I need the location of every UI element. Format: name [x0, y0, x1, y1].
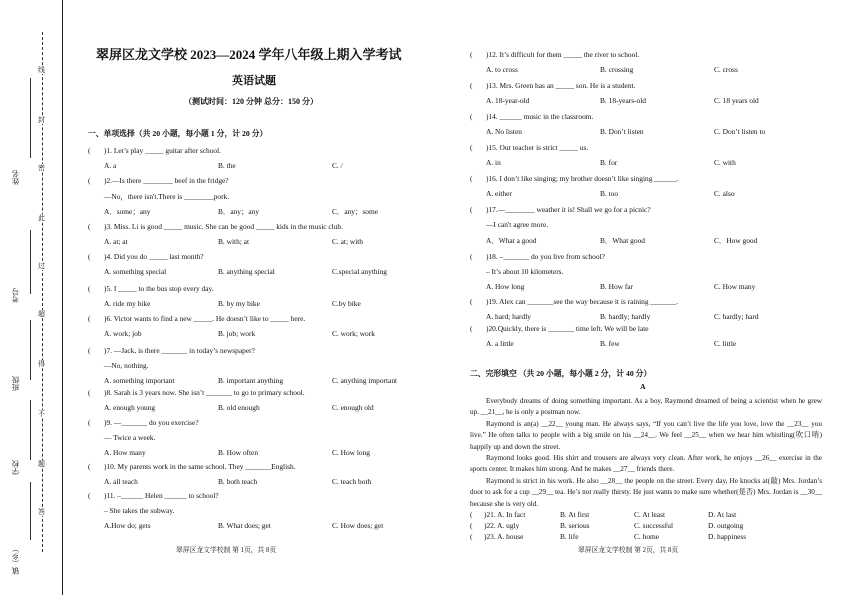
option-a: A.How do; gets — [104, 521, 151, 530]
cloze-option-c: C. At least — [634, 510, 665, 519]
option-b: B. both teach — [218, 477, 258, 486]
option-a: A. No listen — [486, 127, 522, 136]
answer-paren[interactable]: ( — [470, 521, 473, 530]
exam-number-label: 考号 — [11, 288, 20, 303]
option-b: B．What good — [600, 236, 645, 245]
option-a: A. at; at — [104, 237, 128, 246]
footer-left: 翠屏区龙文学校制 第 1页，共 8页 — [176, 547, 277, 554]
question-stem: )2.—Is there ________ beef in the fridge? — [104, 176, 229, 185]
cloze-option-a: )23. A. house — [484, 532, 524, 541]
question-dialogue: — Twice a week. — [104, 433, 156, 442]
option-c: C. Don’t listen to — [714, 127, 766, 136]
class-label: 班级 — [11, 376, 20, 391]
exam-title: 翠屏区龙文学校 2023—2024 学年八年级上期入学考试 — [96, 47, 402, 62]
option-a: A. a — [104, 161, 117, 170]
cut-char: 密 — [38, 164, 45, 172]
town-line — [30, 482, 31, 540]
cut-char: 线 — [38, 66, 45, 74]
cut-line — [42, 32, 43, 552]
question-stem: )11. –______ Helen ______ to school? — [104, 491, 219, 500]
option-c: C．How good — [714, 236, 758, 245]
option-b: B. How far — [600, 282, 634, 291]
exam-subtitle: 英语试题 — [232, 75, 276, 87]
answer-paren[interactable]: ( — [88, 252, 91, 261]
option-b: B. too — [600, 189, 619, 198]
option-c: C. work; work — [332, 329, 375, 338]
answer-paren[interactable]: ( — [470, 324, 473, 333]
question-stem: )7. —Jack, is there _______ in today’s newspaper? — [104, 346, 255, 355]
option-c: C. How many — [714, 282, 756, 291]
cut-char: 此 — [38, 214, 45, 222]
question-dialogue: – She takes the subway. — [104, 506, 175, 515]
option-b: B. Don’t listen — [600, 127, 644, 136]
question-stem: )10. My parents work in the same school. They _______English. — [104, 462, 296, 471]
passage-paragraph: Raymond is an(a) __22__ young man. He always says, “If you can’t live the life you love, love the __23__ you live.” He often talks to people with a big smile on his __24__. We feel __25__ when we hear him whistling(吹口哨) happily up and down the street. — [470, 420, 822, 451]
option-c: C.special anything — [332, 267, 388, 276]
cloze-option-b: B. serious — [560, 521, 590, 530]
option-c: C. hardly; hard — [714, 312, 759, 321]
question-stem: )6. Victor wants to find a new _____. He doesn’t like to _____ here. — [104, 314, 306, 323]
answer-paren[interactable]: ( — [88, 284, 91, 293]
option-a: A. something important — [104, 376, 175, 385]
option-b: B. important anything — [218, 376, 284, 385]
option-a: A．some；any — [104, 207, 151, 216]
answer-paren[interactable]: ( — [88, 462, 91, 471]
name-line — [30, 78, 31, 158]
option-a: A. in — [486, 158, 501, 167]
number-line — [30, 230, 31, 294]
answer-paren[interactable]: ( — [470, 50, 473, 59]
question-stem: )9. —_______ do you exercise? — [104, 418, 199, 427]
question-stem: )3. Miss. Li is good _____ music. She can be good _____ kids in the music club. — [104, 222, 343, 231]
answer-paren[interactable]: ( — [470, 532, 473, 541]
option-c: C. How long — [332, 448, 370, 457]
answer-paren[interactable]: ( — [470, 81, 473, 90]
question-stem: )4. Did you do _____ last month? — [104, 252, 204, 261]
option-c: C.by bike — [332, 299, 361, 308]
option-b: B. with; at — [218, 237, 249, 246]
option-b: B. What does; get — [218, 521, 271, 530]
answer-paren[interactable]: ( — [470, 297, 473, 306]
question-stem: )12. It’s difficult for them _____ the river to school. — [486, 50, 640, 59]
option-b: B. How often — [218, 448, 259, 457]
answer-paren[interactable]: ( — [88, 222, 91, 231]
question-stem: )17.—________ weather it is! Shall we go for a picnic? — [486, 205, 651, 214]
option-a: A. 18-year-old — [486, 96, 530, 105]
cut-char: 不 — [38, 410, 45, 418]
cut-char: 得 — [38, 360, 45, 368]
option-a: A. work; job — [104, 329, 142, 338]
option-c: C. little — [714, 339, 737, 348]
town-label: 镇（乡） — [11, 545, 20, 575]
question-stem: )13. Mrs. Green has an _____ son. He is a student. — [486, 81, 636, 90]
option-b: B．any；any — [218, 207, 260, 216]
question-dialogue: —No，there isn't.There is ________pork. — [104, 192, 230, 201]
question-stem: )5. I _____ to the bus stop every day. — [104, 284, 214, 293]
cut-char: 超 — [38, 310, 45, 318]
question-stem: )20.Quickly, there is _______ time left. We will be late — [486, 324, 649, 333]
question-stem: )8. Sarah is 3 years now. She isn’t _______ to go to primary school. — [104, 388, 305, 397]
question-stem: )15. Our teacher is strict _____ us. — [486, 143, 589, 152]
option-b: B. the — [218, 161, 236, 170]
footer-right: 翠屏区龙文学校制 第 2页，共 8页 — [578, 547, 679, 554]
question-stem: )18. –_______ do you live from school? — [486, 252, 605, 261]
answer-paren[interactable]: ( — [470, 112, 473, 121]
cloze-option-c: C. successful — [634, 521, 673, 530]
section2-title: 二、完形填空 （共 20 小题，每小题 2 分，计 40 分） — [470, 369, 652, 378]
passage-paragraph: Raymond is strict in his work. He also __28__ the people on the street. Every day, He knocks at(敲) Mrs. Jordan’s door to ask for a cup __29__ tea. He’s not really thirsty. He just wants to make sure whether(是否) Mrs. Jordan is __30__ because she is very old. — [470, 477, 822, 508]
option-a: A. all teach — [104, 477, 138, 486]
answer-paren[interactable]: ( — [470, 252, 473, 261]
question-stem: )19. Alex can _______see the way because it is raining _______. — [486, 297, 679, 306]
option-b: B. old enough — [218, 403, 260, 412]
section1-title: 一、单项选择（共 20 小题，每小题 1 分，计 20 分） — [88, 129, 268, 138]
cloze-option-d: D. outgoing — [708, 521, 744, 530]
passage-paragraph: Everybody dreams of doing something important. As a boy, Raymond dreamed of being a scientist when he grew up. __21__, he is only a postman now. — [470, 397, 822, 417]
option-a: A. enough young — [104, 403, 156, 412]
option-a: A. ride my bike — [104, 299, 151, 308]
passage-label: A — [640, 382, 646, 391]
question-stem: )16. I don’t like singing; my brother doesn’t like singing ______. — [486, 174, 679, 183]
cloze-option-c: C. home — [634, 532, 660, 541]
name-label: 姓名 — [11, 170, 20, 185]
answer-paren[interactable]: ( — [88, 346, 91, 355]
option-c: C. also — [714, 189, 735, 198]
question-dialogue: —No, nothing. — [104, 361, 149, 370]
option-c: C．any；some — [332, 207, 378, 216]
option-b: B. crossing — [600, 65, 634, 74]
option-b: B. anything special — [218, 267, 275, 276]
cut-char: 封 — [38, 116, 45, 124]
option-b: B. for — [600, 158, 618, 167]
option-a: A. How many — [104, 448, 146, 457]
option-b: B. by my bike — [218, 299, 260, 308]
option-c: C. enough old — [332, 403, 374, 412]
cut-char: 过 — [38, 262, 45, 270]
option-a: A. How long — [486, 282, 525, 291]
answer-paren[interactable]: ( — [88, 176, 91, 185]
cloze-option-d: D. happiness — [708, 532, 747, 541]
passage-paragraph: Raymond looks good. His shirt and trousers are always very clean. After work, he enjoys __26__ exercise in the sports center. It makes him strong. And he makes __27__ friends there. — [470, 454, 822, 474]
option-c: C. 18 years old — [714, 96, 759, 105]
answer-paren[interactable]: ( — [88, 491, 91, 500]
exam-note: （测试时间：120 分钟 总分：150 分） — [184, 97, 318, 106]
option-c: C. How does; get — [332, 521, 384, 530]
option-b: B. few — [600, 339, 620, 348]
option-c: C. teach both — [332, 477, 372, 486]
answer-paren[interactable]: ( — [470, 143, 473, 152]
option-a: A. hard; hardly — [486, 312, 531, 321]
option-b: B. hardly; hardly — [600, 312, 651, 321]
option-a: A. something special — [104, 267, 167, 276]
cut-char: 题 — [38, 460, 45, 468]
option-b: B. job; work — [218, 329, 256, 338]
question-dialogue: —I can't agree more. — [486, 220, 549, 229]
question-stem: )1. Let’s play _____ guitar after school. — [104, 146, 221, 155]
cloze-option-b: B. At first — [560, 510, 590, 519]
class-line — [30, 320, 31, 380]
answer-paren[interactable]: ( — [88, 146, 91, 155]
option-c: C. anything important — [332, 376, 398, 385]
cut-char: 答 — [38, 508, 45, 516]
answer-paren[interactable]: ( — [470, 510, 473, 519]
school-line — [30, 400, 31, 460]
option-a: A. a little — [486, 339, 514, 348]
answer-paren[interactable]: ( — [470, 174, 473, 183]
cloze-option-d: D. At last — [708, 510, 737, 519]
answer-paren[interactable]: ( — [88, 418, 91, 427]
question-stem: )14. ______ music in the classroom. — [486, 112, 594, 121]
option-c: C. at; with — [332, 237, 363, 246]
option-c: C. / — [332, 161, 343, 170]
cloze-option-a: )22. A. ugly — [484, 521, 520, 530]
binding-strip — [0, 0, 62, 595]
page-edge-line — [62, 0, 63, 595]
option-c: C. cross — [714, 65, 738, 74]
option-c: C. with — [714, 158, 736, 167]
cloze-option-a: )21. A. In fact — [484, 510, 526, 519]
answer-paren[interactable]: ( — [88, 314, 91, 323]
option-a: A. to cross — [486, 65, 518, 74]
answer-paren[interactable]: ( — [470, 205, 473, 214]
school-label: 学校 — [11, 460, 20, 475]
answer-paren[interactable]: ( — [88, 388, 91, 397]
option-b: B. 18-years-old — [600, 96, 646, 105]
option-a: A. either — [486, 189, 512, 198]
question-dialogue: – It’s about 10 kilometers. — [486, 267, 564, 276]
cloze-option-b: B. life — [560, 532, 579, 541]
option-a: A．What a good — [486, 236, 537, 245]
